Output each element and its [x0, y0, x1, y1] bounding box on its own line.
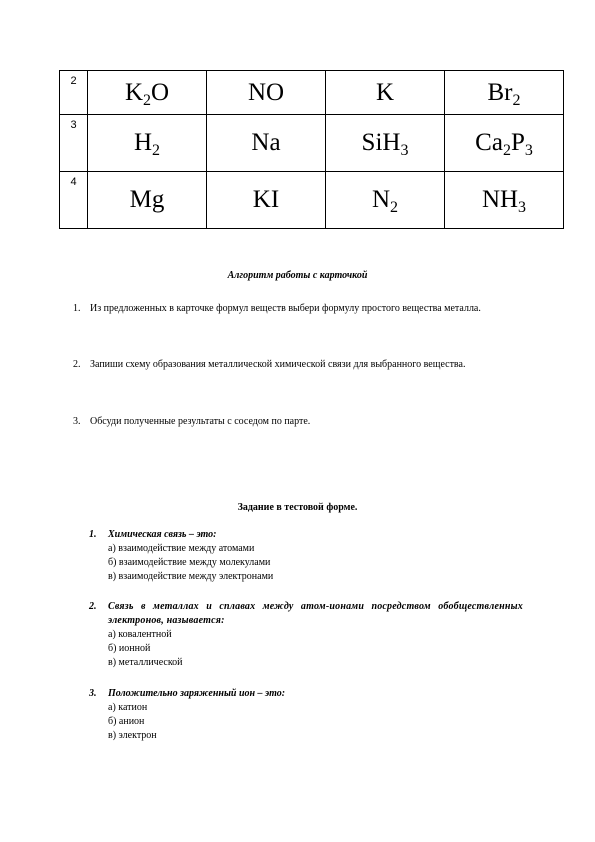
- answer-option: в) взаимодействие между электронами: [108, 571, 274, 582]
- test-question: [89, 600, 523, 670]
- formula-cell: [207, 115, 326, 172]
- answer-option: б) взаимодействие между молекулами: [108, 557, 271, 568]
- formula: Na: [251, 129, 281, 156]
- test-question: [89, 687, 523, 743]
- formula-cell: [88, 172, 207, 229]
- row-number: 4: [60, 172, 88, 229]
- list-item: [73, 358, 523, 372]
- formula-cell: [207, 71, 326, 115]
- answer-option: а) взаимодействие между атомами: [108, 543, 255, 554]
- algorithm-title: Алгоритм работы с карточкой: [227, 270, 368, 281]
- question-number: 3.: [89, 688, 97, 699]
- formula-card-table: [59, 70, 564, 229]
- formula-cell: [88, 115, 207, 172]
- answer-option: в) металлической: [108, 657, 183, 668]
- item-number: 2.: [73, 359, 81, 370]
- formula: SiH$_3$: [361, 129, 409, 159]
- formula-cell: [326, 115, 445, 172]
- question-text: Химическая связь – это:: [108, 529, 217, 540]
- item-text: Запиши схему образования металлической химической связи для выбранного вещества.: [90, 359, 466, 370]
- formula-cell: [445, 172, 564, 229]
- formula: $NH_3$: [481, 186, 527, 216]
- item-number: 3.: [73, 416, 81, 427]
- formula-cell: [326, 172, 445, 229]
- question-header: [89, 600, 523, 628]
- list-item: [73, 302, 523, 316]
- question-number: 2.: [89, 601, 97, 612]
- formula: $K_2O$: [124, 78, 170, 109]
- row-number: 2: [60, 71, 88, 115]
- item-number: 1.: [73, 303, 81, 314]
- formula-cell: [445, 115, 564, 172]
- answer-option: в) электрон: [108, 730, 157, 741]
- formula: KI: [252, 186, 280, 213]
- answer-option: а) ковалентной: [108, 629, 172, 640]
- test-title: Задание в тестовой форме.: [237, 502, 358, 513]
- answer-option: б) ионной: [108, 643, 151, 654]
- formula: $Br_2$: [487, 78, 521, 109]
- question-header: [89, 528, 523, 542]
- question-text: Связь в металлах и сплавах между атом-ионами посредством обобществленных электронов, называется:: [108, 601, 523, 626]
- list-item: [73, 415, 523, 429]
- test-question: [89, 528, 523, 584]
- answer-option: б) анион: [108, 716, 145, 727]
- formula-cell: [207, 172, 326, 229]
- formula: Mg: [129, 186, 165, 213]
- item-text: Из предложенных в карточке формул веществ выбери формулу простого вещества металла.: [90, 303, 481, 314]
- item-text: Обсуди полученные результаты с соседом по парте.: [90, 416, 311, 427]
- formula-cell: [88, 71, 207, 115]
- formula: NO: [247, 78, 285, 106]
- formula-cell: [445, 71, 564, 115]
- answer-option: а) катион: [108, 702, 148, 713]
- table-row: [60, 172, 564, 229]
- formula-cell: [326, 71, 445, 115]
- formula: $N_2$: [371, 186, 399, 216]
- formula: $Ca_2P_3$: [475, 129, 533, 159]
- formula: $H_2$: [133, 129, 161, 159]
- row-number: 3: [60, 115, 88, 172]
- question-number: 1.: [89, 529, 97, 540]
- question-text: Положительно заряженный ион – это:: [108, 688, 286, 699]
- question-header: [89, 687, 523, 701]
- table-row: [60, 71, 564, 115]
- table-row: [60, 115, 564, 172]
- formula: K: [375, 78, 395, 106]
